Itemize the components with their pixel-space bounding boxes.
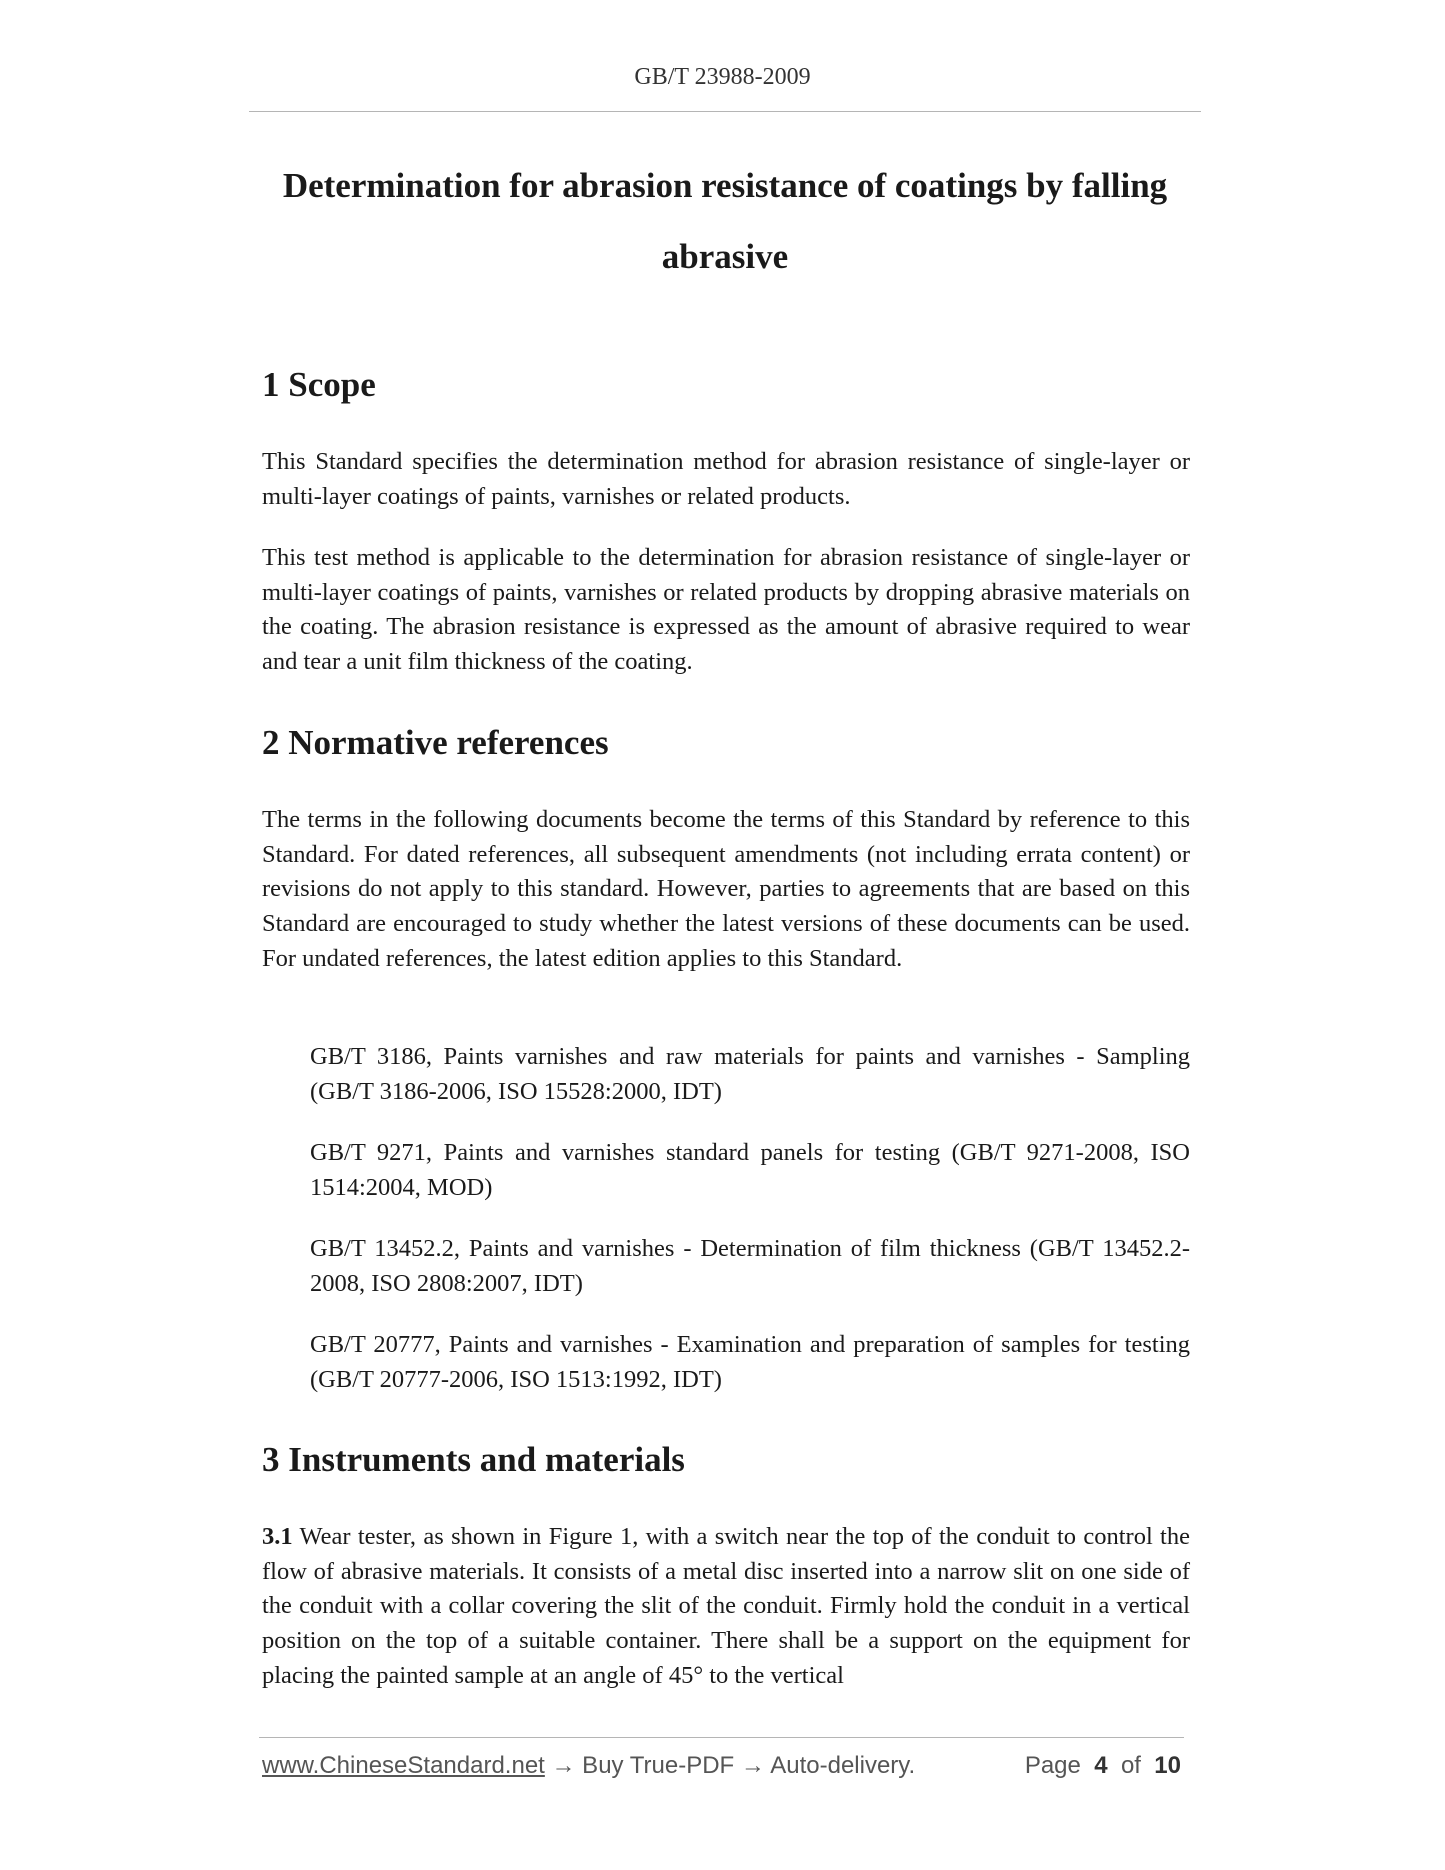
clause-number: 3.1 [262, 1523, 293, 1550]
reference-item: GB/T 3186, Paints varnishes and raw materials for paints and varnishes - Sampling (GB/T 3186-2006, ISO 15528:2000, IDT) [310, 1043, 1190, 1105]
reference-item: GB/T 20777, Paints and varnishes - Examination and preparation of samples for testing (GB/T 20777-2006, ISO 1513:1992, IDT) [310, 1331, 1190, 1393]
clause-text: Wear tester, as shown in Figure 1, with a switch near the top of the conduit to control the flow of abrasive materials. It consists of a metal disc inserted into a narrow slit on one side of the conduit with a collar covering the slit of the conduit. Firmly hold the conduit in a vertical position on the top of a suitable container. There shall be a support on the equipment for placing the painted sample at an angle of 45° to the vertical [262, 1523, 1190, 1689]
page-number: 4 [1094, 1752, 1108, 1779]
footer-divider [259, 1737, 1184, 1738]
footer-buy-text: → Buy True-PDF → [544, 1752, 771, 1779]
page-label: Page [1024, 1752, 1081, 1779]
page-total: 10 [1154, 1752, 1181, 1779]
reference-item: GB/T 13452.2, Paints and varnishes - Determination of film thickness (GB/T 13452.2-2008, ISO 2808:2007, IDT) [310, 1235, 1190, 1297]
normative-intro-paragraph: The terms in the following documents become the terms of this Standard by reference to this Standard. For dated references, all subsequent amendments (not including errata content) or revisions do not apply to this standard. However, parties to agreements that are based on this Standard are encouraged to study whether the latest versions of these documents can be used. For undated references, the latest edition applies to this Standard. [262, 806, 1190, 972]
document-title: Determination for abrasion resistance of coatings by falling abrasive [282, 166, 1168, 276]
of-label: of [1120, 1752, 1141, 1779]
section-heading-instruments: 3 Instruments and materials [262, 1440, 685, 1479]
document-header: GB/T 23988-2009 [634, 64, 811, 90]
footer-delivery-text: Auto-delivery. [770, 1752, 916, 1779]
scope-paragraph-2: This test method is applicable to the determination for abrasion resistance of single-layer or multi-layer coatings of paints, varnishes or related products by dropping abrasive materials on the coating. The abrasion resistance is expressed as the amount of abrasive required to wear and tear a unit film thickness of the coating. [262, 544, 1190, 676]
section-heading-normative-references: 2 Normative references [262, 723, 609, 762]
page-footer [262, 1752, 1184, 1788]
clause-3-1-paragraph [262, 1520, 1190, 1694]
header-divider [249, 111, 1201, 112]
page-indicator [1025, 1752, 1181, 1780]
scope-paragraph-1: This Standard specifies the determination method for abrasion resistance of single-layer or multi-layer coatings of paints, varnishes or related products. [262, 448, 1190, 510]
section-heading-scope: 1 Scope [262, 365, 376, 404]
website-link[interactable]: www.ChineseStandard.net [262, 1752, 545, 1779]
footer-promo [262, 1752, 915, 1780]
reference-item: GB/T 9271, Paints and varnishes standard panels for testing (GB/T 9271-2008, ISO 1514:2004, MOD) [310, 1139, 1190, 1201]
